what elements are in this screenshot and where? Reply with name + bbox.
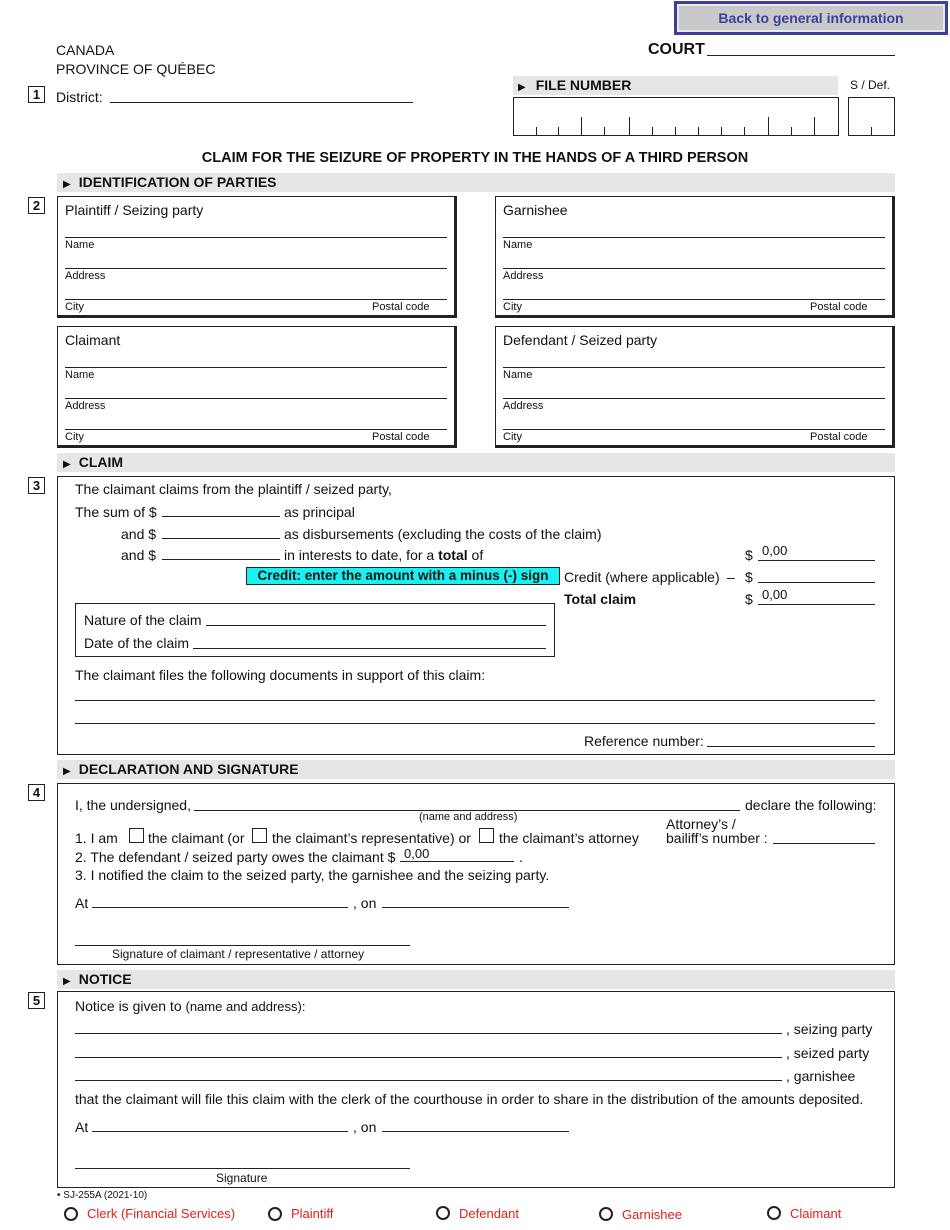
nature-of-claim-input[interactable] [206,625,546,626]
notice-box [57,991,895,1188]
copy-garnishee-radio[interactable] [599,1207,613,1221]
address-label: Address [503,400,544,412]
seizing-party-input[interactable] [75,1033,782,1034]
triangle-right-icon: ▶ [518,82,526,93]
garnishee-title: Garnishee [503,202,568,218]
notice-given-label: Notice is given to (name and address): [75,998,306,1014]
section-number-3: 3 [28,477,45,494]
documents-input-2[interactable] [75,723,875,724]
claimant-city-input[interactable] [65,429,447,430]
attorney-option-label: the claimant’s attorney [499,830,639,846]
date-of-claim-label: Date of the claim [84,635,190,651]
copy-claimant-label: Claimant [790,1206,842,1221]
plaintiff-title: Plaintiff / Seizing party [65,202,204,218]
country-label: CANADA [56,42,115,58]
as-disbursements-label: as disbursements (excluding the costs of the claim) [284,526,602,542]
garnishee-city-input[interactable] [503,299,885,300]
claimant-option-label: the claimant (or [148,830,245,846]
seized-party-input[interactable] [75,1057,782,1058]
section-parties-header: ▶ IDENTIFICATION OF PARTIES [57,173,895,192]
interests-label: in interests to date, for a total of [284,547,484,563]
at-label: At [75,1119,89,1135]
attorney-number-label-1: Attorney’s / [666,816,736,832]
item2-label: 2. The defendant / seized party owes the claimant $ [75,849,396,865]
owed-amount-value: 0,00 [404,846,430,861]
notice-place-input[interactable] [92,1131,348,1132]
dollar-sign: $ [745,547,753,563]
item2-end: . [519,849,523,865]
claim-details-box [75,603,555,657]
garnishee-address-input[interactable] [503,268,885,269]
section-number-5: 5 [28,992,45,1009]
notice-date-input[interactable] [382,1131,569,1132]
section-number-1: 1 [28,86,45,103]
copy-garnishee-label: Garnishee [622,1207,682,1222]
item3-label: 3. I notified the claim to the seized party, the garnishee and the seizing party. [75,867,550,883]
postal-code-label: Postal code [810,301,868,313]
signature-claimant-label: Signature of claimant / representative / attorney [112,947,365,961]
documents-label: The claimant files the following documents in support of this claim: [75,667,486,683]
representative-checkbox[interactable] [252,828,267,843]
at-label: At [75,895,89,911]
copy-claimant-radio[interactable] [767,1206,781,1220]
undersigned-label: I, the undersigned, [75,797,191,813]
credit-help-label: Credit: enter the amount with a minus (-) sign [246,567,560,585]
triangle-right-icon: ▶ [63,459,71,470]
nature-of-claim-label: Nature of the claim [84,612,202,628]
copy-plaintiff-label: Plaintiff [291,1206,334,1221]
attorney-number-input[interactable] [773,843,875,844]
total-claim-value: 0,00 [762,587,788,602]
claimant-name-input[interactable] [65,367,447,368]
form-title: CLAIM FOR THE SEIZURE OF PROPERTY IN THE HANDS OF A THIRD PERSON [201,150,749,166]
city-label: City [65,301,84,313]
copy-clerk-label: Clerk (Financial Services) [87,1206,236,1221]
triangle-right-icon: ▶ [63,976,71,987]
notice-garnishee-input[interactable] [75,1080,782,1081]
copy-clerk-radio[interactable] [64,1207,78,1221]
back-to-general-information-button[interactable]: Back to general information [674,1,948,35]
dollar-sign: $ [745,569,753,585]
city-label: City [503,301,522,313]
notice-body: that the claimant will file this claim with the clerk of the courthouse in order to share in the distribution of the amounts deposited. [75,1091,864,1107]
postal-code-label: Postal code [372,431,430,443]
claimant-box [57,326,457,448]
garnishee-name-input[interactable] [503,237,885,238]
seized-party-label: , seized party [786,1045,870,1061]
plaintiff-address-input[interactable] [65,268,447,269]
copy-defendant-radio[interactable] [436,1206,450,1220]
address-label: Address [65,400,106,412]
form-code: • SJ-255A (2021-10) [57,1190,148,1201]
claimant-address-input[interactable] [65,398,447,399]
signature-label: Signature [216,1171,268,1185]
copy-defendant-label: Defendant [459,1206,519,1221]
sum-label: The sum of $ [75,504,157,520]
province-label: PROVINCE OF QUÉBEC [56,61,216,77]
name-address-hint: (name and address) [419,811,518,823]
section-number-2: 2 [28,197,45,214]
principal-input[interactable] [162,516,280,517]
owed-amount-input[interactable] [400,861,514,862]
court-input[interactable] [707,55,895,56]
notice-signature-input[interactable] [75,1168,410,1169]
notice-garnishee-label: , garnishee [786,1068,856,1084]
credit-input[interactable] [758,582,875,583]
seizing-party-label: , seizing party [786,1021,873,1037]
garnishee-box [495,196,895,318]
reference-number-input[interactable] [707,746,875,747]
reference-number-label: Reference number: [584,733,704,749]
address-label: Address [65,270,106,282]
attorney-number-label-2: bailiff’s number : [666,830,768,846]
defendant-name-input[interactable] [503,367,885,368]
item1-label: 1. I am [75,830,118,846]
section-declaration-header: ▶ DECLARATION AND SIGNATURE [57,760,895,779]
address-label: Address [503,270,544,282]
defendant-box [495,326,895,448]
defendant-title: Defendant / Seized party [503,332,658,348]
claimant-title: Claimant [65,332,121,348]
credit-label: Credit (where applicable) [564,569,720,585]
claim-intro: The claimant claims from the plaintiff / seized party, [75,481,392,497]
defendant-city-input[interactable] [503,429,885,430]
disbursements-input[interactable] [162,538,280,539]
total-claim-label: Total claim [564,591,637,607]
name-label: Name [503,239,533,251]
and-label: and $ [121,526,157,542]
on-label: , on [353,1119,377,1135]
attorney-checkbox[interactable] [479,828,494,843]
file-number-band [513,76,838,95]
copy-plaintiff-radio[interactable] [268,1207,282,1221]
name-label: Name [503,369,533,381]
total-value: 0,00 [762,543,788,558]
total-claim-input[interactable] [758,604,875,605]
dollar-sign: $ [745,591,753,607]
claimant-checkbox[interactable] [129,828,144,843]
district-label: District: [56,89,103,105]
date-of-claim-input[interactable] [193,648,546,649]
section-number-4: 4 [28,784,45,801]
postal-code-label: Postal code [810,431,868,443]
section-notice-header: ▶ NOTICE [57,970,895,989]
declaration-signature-input[interactable] [75,945,410,946]
documents-input-1[interactable] [75,700,875,701]
credit-dash: – [727,569,735,585]
declaration-date-input[interactable] [382,907,569,908]
declaration-place-input[interactable] [92,907,348,908]
sdef-label: S / Def. [850,78,891,92]
on-label: , on [353,895,377,911]
as-principal-label: as principal [284,504,355,520]
name-label: Name [65,239,95,251]
postal-code-label: Postal code [372,301,430,313]
plaintiff-city-input[interactable] [65,299,447,300]
file-number-input[interactable] [513,97,839,136]
district-input[interactable] [110,102,413,103]
court-label: COURT [648,41,705,58]
file-number-label: FILE NUMBER [535,77,632,93]
sdef-input[interactable] [848,97,895,136]
interests-input[interactable] [162,559,280,560]
and-label: and $ [121,547,157,563]
section-claim-header: ▶ CLAIM [57,453,895,472]
plaintiff-box [57,196,457,318]
total-input[interactable] [758,560,875,561]
plaintiff-name-input[interactable] [65,237,447,238]
triangle-right-icon: ▶ [63,766,71,777]
defendant-address-input[interactable] [503,398,885,399]
declare-label: declare the following: [745,797,877,813]
triangle-right-icon: ▶ [63,179,71,190]
city-label: City [503,431,522,443]
name-label: Name [65,369,95,381]
representative-option-label: the claimant’s representative) or [272,830,471,846]
city-label: City [65,431,84,443]
